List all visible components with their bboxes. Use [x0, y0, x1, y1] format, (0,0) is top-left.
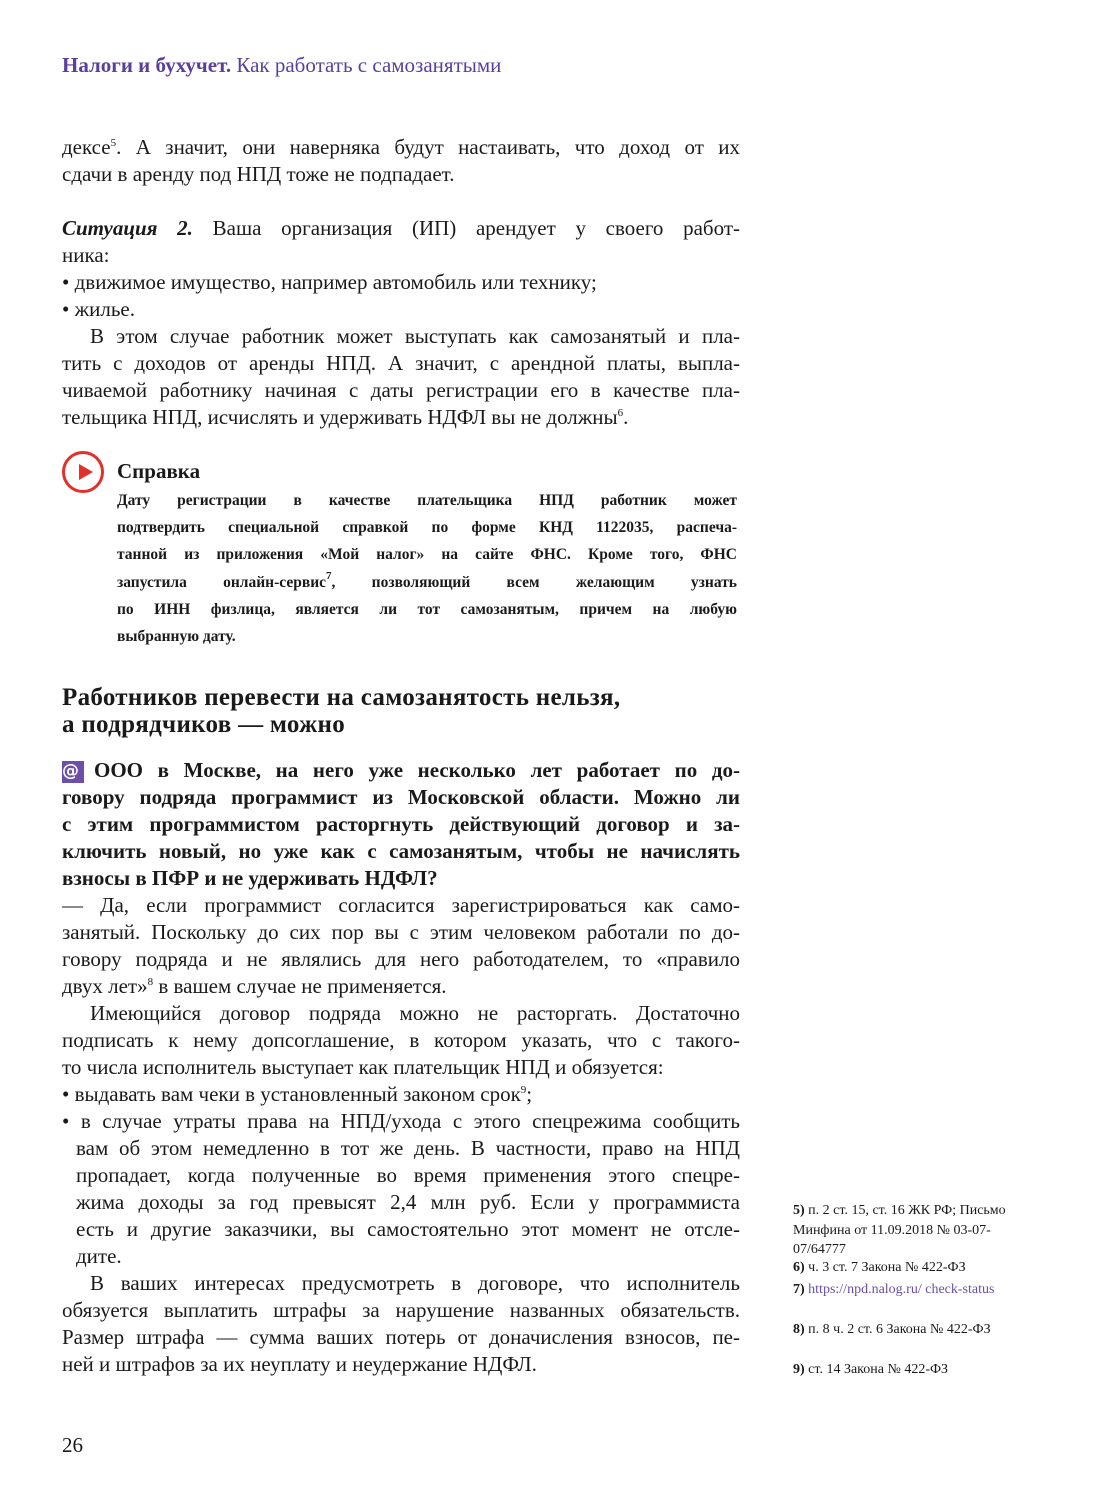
running-header — [62, 53, 501, 78]
play-icon — [62, 451, 104, 493]
footnote-ref: 8 — [147, 976, 154, 988]
text-run: выбранную дату. — [117, 627, 236, 645]
text-line — [62, 1351, 740, 1378]
footnote-text: ст. 14 Закона № 422-ФЗ — [808, 1362, 949, 1377]
footnote — [793, 1201, 1023, 1260]
text-run: , позволяющий всем желающим узнать — [331, 573, 738, 591]
text-line — [62, 1162, 740, 1189]
text-line — [62, 784, 740, 811]
text-line — [62, 1081, 740, 1108]
text-line — [117, 514, 737, 541]
footnote — [793, 1258, 1023, 1278]
text-run: а подрядчиков — можно — [62, 711, 346, 738]
text-run: • жилье. — [62, 297, 135, 321]
text-line — [62, 973, 740, 1000]
question — [62, 757, 740, 892]
text-line — [62, 404, 740, 431]
text-line — [117, 596, 737, 623]
text-run: подписать к нему допсоглашение, в котором указать, что с такого- — [62, 1028, 740, 1052]
footnote-number: 5) — [793, 1203, 809, 1218]
text-run: ней и штрафов за их неуплату и неудержание НДФЛ. — [62, 1352, 537, 1376]
footnote-text: п. 8 ч. 2 ст. 6 Закона № 422-ФЗ — [808, 1322, 991, 1337]
page-number: 26 — [62, 1433, 83, 1457]
text-line — [62, 1216, 740, 1243]
text-line — [62, 811, 740, 838]
header-title: Как работать с самозанятыми — [236, 53, 502, 77]
text-run: жима доходы за год превысят 2,4 млн руб. Если у программиста — [76, 1190, 740, 1214]
text-run: тельщика НПД, исчислять и удерживать НДФЛ вы не должны — [62, 405, 618, 429]
text-run: • в случае утраты права на НПД/ухода с этого спецрежима сообщить — [62, 1109, 740, 1133]
footnote — [793, 1320, 1023, 1340]
text-run: ника: — [62, 243, 110, 267]
text-line — [117, 487, 737, 514]
text-line — [62, 377, 740, 404]
text-line — [62, 892, 740, 919]
text-line — [62, 919, 740, 946]
text-run: танной из приложения «Мой налог» на сайте ФНС. Кроме того, ФНС — [117, 546, 737, 564]
text-run: запустила онлайн-сервис — [117, 573, 327, 591]
text-line — [117, 541, 737, 568]
text-line — [62, 1270, 740, 1297]
text-run: ; — [526, 1082, 533, 1106]
text-line — [62, 1000, 740, 1027]
text-run: . А значит, они наверняка будут настаивать, что доход от их — [116, 135, 740, 159]
text-run: Дату регистрации в качестве плательщика НПД работник может — [117, 492, 737, 509]
footnote-number: 8) — [793, 1322, 809, 1337]
text-line — [62, 946, 740, 973]
text-run: Ваша организация (ИП) арендует у своего работ- — [192, 216, 740, 240]
text-run: В ваших интересах предусмотреть в договоре, что исполнитель — [90, 1271, 740, 1295]
text-line — [62, 1189, 740, 1216]
text-line — [62, 134, 740, 161]
text-run: сдачи в аренду под НПД тоже не подпадает. — [62, 162, 455, 186]
text-line — [62, 1054, 740, 1081]
footnote-text: ч. 3 ст. 7 Закона № 422-ФЗ — [808, 1260, 966, 1275]
text-line — [62, 1324, 740, 1351]
footnote-ref: 7 — [326, 569, 332, 582]
footnote-link[interactable]: https://npd.nalog.ru/ check-status — [808, 1282, 995, 1297]
text-run: в вашем случае не применяется. — [153, 974, 447, 998]
text-line — [62, 269, 740, 296]
text-run: Работников перевести на самозанятость нельзя, — [62, 684, 621, 711]
footnote — [793, 1280, 1023, 1300]
text-line — [62, 161, 740, 188]
footnote-number: 7) — [793, 1282, 809, 1297]
text-line — [62, 757, 740, 784]
text-line — [62, 838, 740, 865]
text-line — [117, 623, 737, 650]
answer — [62, 892, 740, 1378]
text-run: с этим программистом расторгнуть действующий договор и за- — [62, 812, 740, 836]
text-line — [62, 296, 740, 323]
text-run: есть и другие заказчики, вы самостоятельно этот момент не отсле- — [76, 1217, 740, 1241]
text-line — [62, 350, 740, 377]
text-run: то числа исполнитель выступает как плательщик НПД и обязуется: — [62, 1055, 664, 1079]
text-run: ключить новый, но уже как с самозанятым, чтобы не начислять — [62, 839, 740, 863]
text-run: взносы в ПФР и не удерживать НДФЛ? — [62, 866, 438, 890]
text-run: тить с доходов от аренды НПД. А значит, с арендной платы, выпла- — [62, 351, 740, 375]
text-line — [62, 711, 740, 738]
header-section: Налоги и бухучет. — [62, 53, 232, 77]
text-run: В этом случае работник может выступать как самозанятый и пла- — [90, 324, 740, 348]
text-line — [62, 865, 740, 892]
footnote — [793, 1360, 1023, 1380]
text-run: говору подряда и не являлись для него работодателем, то «правило — [62, 947, 740, 971]
text-run: подтвердить специальной справкой по форме КНД 1122035, распеча- — [117, 519, 737, 537]
text-run: вам об этом немедленно в тот же день. В частности, право на НПД — [76, 1136, 740, 1160]
footnote-ref: 5 — [110, 137, 117, 149]
text-line — [62, 684, 740, 711]
text-line — [62, 215, 740, 242]
text-run: Размер штрафа — сумма ваших потерь от доначисления взносов, пе- — [62, 1325, 740, 1349]
at-icon: @ — [62, 761, 84, 783]
text-run: дите. — [76, 1244, 122, 1268]
text-line — [62, 323, 740, 350]
text-run: говору подряда программист из Московской области. Можно ли — [62, 785, 740, 809]
text-line — [62, 1297, 740, 1324]
text-run: ООО в Москве, на него уже несколько лет работает по до- — [94, 758, 740, 782]
text-run: двух лет» — [62, 974, 148, 998]
text-run: • выдавать вам чеки в установленный законом срок — [62, 1082, 521, 1106]
text-run: чиваемой работнику начиная с даты регистрации его в качестве пла- — [62, 378, 740, 402]
situation-label: Ситуация 2. — [62, 216, 193, 240]
text-run: — Да, если программист согласится зарегистрироваться как само- — [62, 893, 740, 917]
footnote-text: п. 2 ст. 15, ст. 16 ЖК РФ; Письмо Минфина от 11.09.2018 № 03-07-07/64777 — [793, 1203, 1006, 1257]
text-run: • движимое имущество, например автомобиль или технику; — [62, 270, 597, 294]
text-run: . — [623, 405, 629, 429]
text-line — [62, 1135, 740, 1162]
heading-section — [62, 684, 740, 738]
text-run: пропадает, когда полученные во время применения этого спецре- — [76, 1163, 740, 1187]
text-run: по ИНН физлица, является ли тот самозанятым, причем на любую — [117, 600, 737, 618]
footnote-ref: 9 — [520, 1084, 527, 1096]
text-line — [62, 1243, 740, 1270]
footnote-ref: 6 — [617, 407, 624, 419]
footnote-number: 9) — [793, 1362, 809, 1377]
text-run: Имеющийся договор подряда можно не расторгать. Достаточно — [90, 1001, 740, 1025]
text-line — [62, 242, 740, 269]
note-body — [117, 487, 737, 650]
footnote-number: 6) — [793, 1260, 809, 1275]
text-run: обязуется выплатить штрафы за нарушение названных обязательств. — [62, 1298, 740, 1322]
text-run: дексе — [62, 135, 111, 159]
note-title: Справка — [117, 459, 201, 483]
text-line — [62, 1027, 740, 1054]
situation-2 — [62, 215, 740, 431]
paragraph-continuation — [62, 134, 740, 188]
text-line — [117, 569, 737, 596]
text-line — [62, 1108, 740, 1135]
text-run: занятый. Поскольку до сих пор вы с этим человеком работали по до- — [62, 920, 740, 944]
